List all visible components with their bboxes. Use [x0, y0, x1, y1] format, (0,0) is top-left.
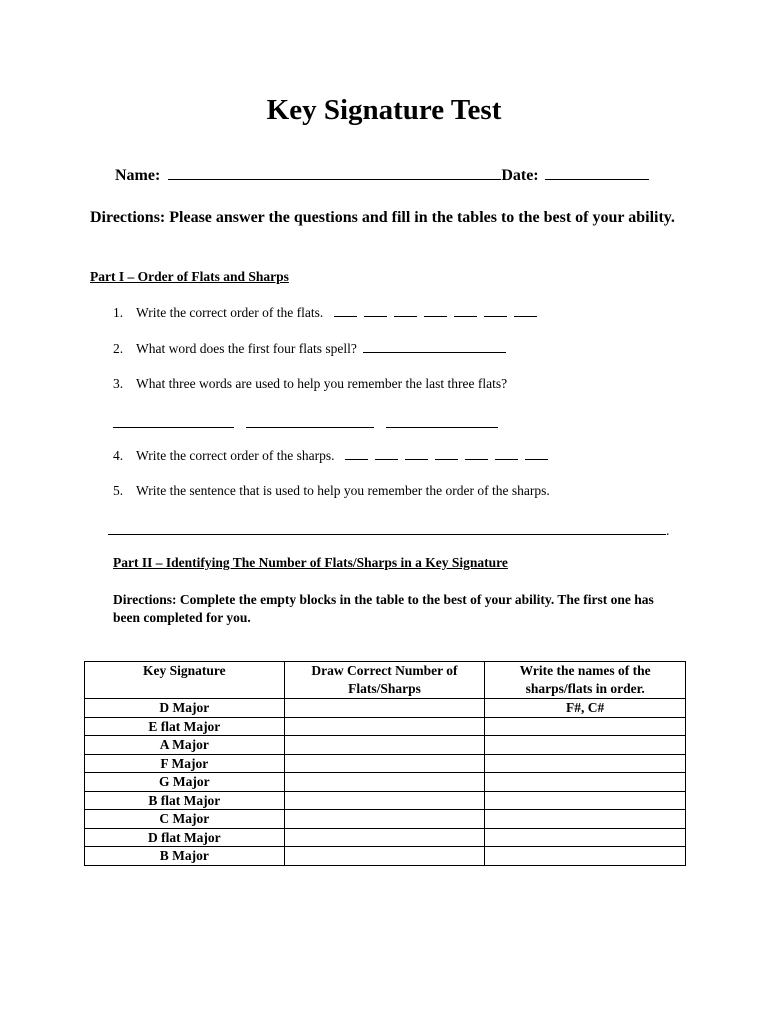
question-1	[113, 305, 537, 321]
names-cell[interactable]	[485, 754, 686, 773]
draw-cell[interactable]	[284, 717, 485, 736]
table-header-row	[85, 662, 686, 699]
draw-cell[interactable]	[284, 828, 485, 847]
answer-blank[interactable]	[363, 341, 506, 353]
table-row	[85, 810, 686, 829]
answer-blank[interactable]	[108, 522, 666, 535]
column-header: Key Signature	[85, 662, 285, 699]
table-row	[85, 736, 686, 755]
key-signature-cell: B flat Major	[85, 791, 285, 810]
names-cell[interactable]	[485, 828, 686, 847]
name-field[interactable]	[168, 166, 501, 180]
sentence-period: .	[666, 523, 670, 538]
draw-cell[interactable]	[284, 810, 485, 829]
draw-cell[interactable]	[284, 699, 485, 718]
answer-blank[interactable]	[394, 305, 417, 317]
key-signature-cell: D flat Major	[85, 828, 285, 847]
question-number: 5.	[113, 483, 124, 498]
answer-blank[interactable]	[246, 414, 374, 428]
name-label: Name:	[115, 167, 161, 184]
date-field[interactable]	[545, 166, 649, 180]
draw-cell[interactable]	[284, 847, 485, 866]
date-label: Date:	[501, 167, 539, 184]
draw-cell[interactable]	[284, 791, 485, 810]
key-signature-table	[84, 661, 686, 866]
part2-directions: Directions: Complete the empty blocks in the table to the best of your ability. The first one has been completed for you.	[113, 592, 654, 625]
question-number: 4.	[113, 448, 124, 463]
key-signature-cell: A Major	[85, 736, 285, 755]
column-header: Write the names of the sharps/flats in order.	[485, 662, 686, 699]
table-row	[85, 717, 686, 736]
question-number: 1.	[113, 305, 124, 320]
table-row	[85, 828, 686, 847]
key-signature-cell: E flat Major	[85, 717, 285, 736]
names-cell[interactable]	[485, 736, 686, 755]
page-title: Key Signature Test	[266, 94, 502, 126]
key-signature-cell: F Major	[85, 754, 285, 773]
answer-blank[interactable]	[405, 448, 428, 460]
answer-blank[interactable]	[495, 448, 518, 460]
key-signature-cell: B Major	[85, 847, 285, 866]
question-3	[113, 376, 507, 392]
answer-blank[interactable]	[465, 448, 488, 460]
table-row	[85, 773, 686, 792]
answer-blank[interactable]	[484, 305, 507, 317]
answer-blank[interactable]	[334, 305, 357, 317]
answer-blank[interactable]	[345, 448, 368, 460]
key-signature-cell: D Major	[85, 699, 285, 718]
names-cell[interactable]	[485, 810, 686, 829]
names-cell[interactable]	[485, 791, 686, 810]
part2-heading: Part II – Identifying The Number of Flats/Sharps in a Key Signature	[113, 555, 508, 570]
question-text: Write the correct order of the flats.	[136, 305, 324, 320]
question-5-answer-line	[108, 522, 669, 539]
question-text: Write the sentence that is used to help you remember the order of the sharps.	[136, 483, 550, 498]
draw-cell[interactable]	[284, 754, 485, 773]
answer-blank[interactable]	[424, 305, 447, 317]
part1-heading: Part I – Order of Flats and Sharps	[90, 269, 289, 284]
names-cell[interactable]	[485, 847, 686, 866]
question-3-blanks	[113, 414, 498, 433]
answer-blank[interactable]	[454, 305, 477, 317]
column-header: Draw Correct Number of Flats/Sharps	[284, 662, 485, 699]
question-4	[113, 448, 548, 464]
question-text: What word does the first four flats spell?	[136, 341, 357, 356]
answer-blank[interactable]	[514, 305, 537, 317]
table-row	[85, 699, 686, 718]
draw-cell[interactable]	[284, 736, 485, 755]
question-number: 3.	[113, 376, 124, 391]
question-text: Write the correct order of the sharps.	[136, 448, 335, 463]
name-date-row	[115, 166, 649, 185]
draw-cell[interactable]	[284, 773, 485, 792]
table-row	[85, 791, 686, 810]
answer-blank[interactable]	[364, 305, 387, 317]
answer-blank[interactable]	[435, 448, 458, 460]
directions-text: Directions: Please answer the questions and fill in the tables to the best of your ability.	[90, 209, 675, 226]
names-cell[interactable]: F#, C#	[485, 699, 686, 718]
answer-blank[interactable]	[386, 414, 498, 428]
table-row	[85, 754, 686, 773]
key-signature-cell: G Major	[85, 773, 285, 792]
question-5	[113, 483, 550, 499]
answer-blank[interactable]	[113, 414, 234, 428]
question-2	[113, 341, 506, 357]
answer-blank[interactable]	[525, 448, 548, 460]
key-signature-cell: C Major	[85, 810, 285, 829]
table-row	[85, 847, 686, 866]
answer-blank[interactable]	[375, 448, 398, 460]
question-number: 2.	[113, 341, 124, 356]
question-text: What three words are used to help you remember the last three flats?	[136, 376, 508, 391]
names-cell[interactable]	[485, 773, 686, 792]
names-cell[interactable]	[485, 717, 686, 736]
